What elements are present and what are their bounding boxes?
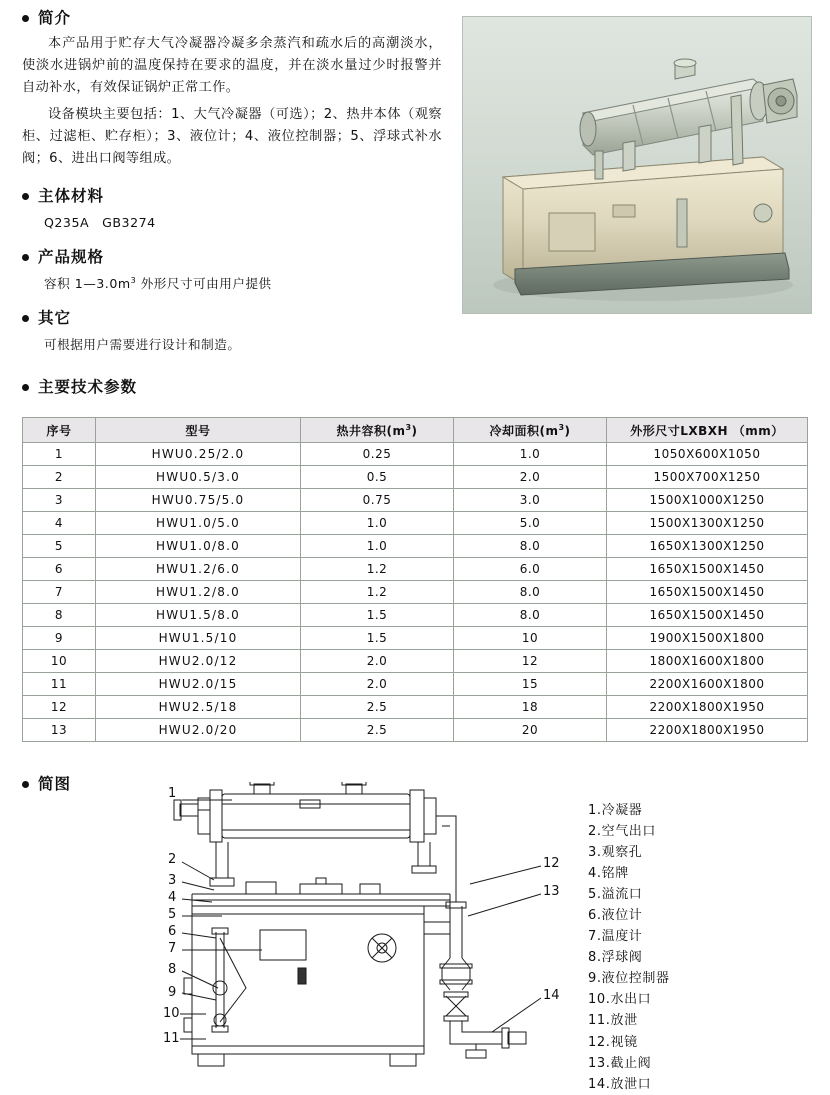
cell-volume: 1.5 [301, 604, 454, 627]
cell-volume: 1.5 [301, 627, 454, 650]
table-row [23, 627, 808, 650]
material-section [22, 188, 442, 231]
cell-area: 18 [454, 696, 607, 719]
intro-column [22, 10, 442, 353]
cell-dims: 1900X1500X1800 [607, 627, 808, 650]
intro-paragraph-1: 本产品用于贮存大气冷凝器冷凝多余蒸汽和疏水后的高潮淡水，使淡水进锅炉前的温度保持在要求的温度，并在淡水量过少时报警并自动补水，有效保证锅炉正常工作。 [22, 36, 442, 95]
cell-area: 12 [454, 650, 607, 673]
section-heading-material [22, 188, 442, 205]
cell-dims: 1500X1000X1250 [607, 489, 808, 512]
cell-volume: 2.5 [301, 719, 454, 742]
callout-2: 2 [168, 852, 177, 867]
cell-dims: 1650X1500X1450 [607, 604, 808, 627]
cell-area: 20 [454, 719, 607, 742]
spec-section [22, 249, 442, 292]
legend-item: 6.液位计 [588, 908, 643, 924]
diagram-legend [588, 800, 798, 1095]
legend-item: 13.截止阀 [588, 1055, 652, 1071]
legend-item: 7.温度计 [588, 929, 643, 945]
other-section [22, 310, 442, 353]
cell-volume: 2.0 [301, 673, 454, 696]
cell-area: 6.0 [454, 558, 607, 581]
table-row [23, 673, 808, 696]
table-row [23, 581, 808, 604]
table-row [23, 535, 808, 558]
callout-1: 1 [168, 786, 177, 801]
callout-4: 4 [168, 890, 177, 905]
spec-value-pre: 容积 1—3.0m [44, 275, 131, 291]
cell-no: 6 [23, 558, 96, 581]
callout-9: 9 [168, 985, 177, 1000]
bullet-dot-icon [22, 384, 29, 391]
cell-area: 8.0 [454, 535, 607, 558]
cell-dims: 2200X1800X1950 [607, 719, 808, 742]
legend-item: 2.空气出口 [588, 824, 657, 840]
section-heading-intro [22, 10, 442, 27]
cell-no: 11 [23, 673, 96, 696]
material-value: Q235A GB3274 [44, 214, 156, 230]
cell-model: HWU0.25/2.0 [96, 443, 301, 466]
cell-volume: 2.5 [301, 696, 454, 719]
cell-dims: 2200X1800X1950 [607, 696, 808, 719]
callout-14: 14 [543, 988, 560, 1003]
cell-volume: 0.5 [301, 466, 454, 489]
callout-5: 5 [168, 907, 177, 922]
table-row [23, 512, 808, 535]
section-heading-params [22, 379, 137, 396]
cell-model: HWU2.0/15 [96, 673, 301, 696]
table-body [23, 443, 808, 742]
table-header-row [23, 418, 808, 443]
cell-dims: 1500X1300X1250 [607, 512, 808, 535]
table-row [23, 696, 808, 719]
section-heading-diagram [22, 776, 71, 793]
legend-item: 8.浮球阀 [588, 950, 643, 966]
material-heading-label: 主体材料 [38, 186, 105, 205]
cell-no: 7 [23, 581, 96, 604]
cell-volume: 1.2 [301, 581, 454, 604]
specification-table [22, 417, 808, 742]
cell-model: HWU1.2/6.0 [96, 558, 301, 581]
callout-3: 3 [168, 873, 177, 888]
diagram-heading-label: 简图 [38, 775, 72, 793]
cell-no: 13 [23, 719, 96, 742]
table-row [23, 558, 808, 581]
cell-volume: 0.25 [301, 443, 454, 466]
spec-value-sup: 3 [130, 275, 137, 285]
cell-model: HWU1.0/5.0 [96, 512, 301, 535]
other-value: 可根据用户需要进行设计和制造。 [44, 336, 241, 352]
cell-dims: 1650X1500X1450 [607, 558, 808, 581]
other-heading-label: 其它 [38, 308, 72, 327]
legend-item: 9.液位控制器 [588, 971, 670, 987]
callout-6: 6 [168, 924, 177, 939]
cell-area: 8.0 [454, 581, 607, 604]
section-heading-other [22, 310, 442, 327]
cell-no: 4 [23, 512, 96, 535]
cell-dims: 1650X1300X1250 [607, 535, 808, 558]
spec-value [44, 273, 442, 292]
cell-model: HWU2.0/12 [96, 650, 301, 673]
bullet-dot-icon [22, 193, 29, 200]
callout-7: 7 [168, 941, 177, 956]
cell-volume: 1.2 [301, 558, 454, 581]
bullet-dot-icon [22, 315, 29, 322]
callout-11: 11 [163, 1031, 180, 1046]
cell-model: HWU0.75/5.0 [96, 489, 301, 512]
cell-volume: 1.0 [301, 512, 454, 535]
legend-item: 12.视镜 [588, 1034, 638, 1050]
cell-model: HWU2.5/18 [96, 696, 301, 719]
table-row [23, 443, 808, 466]
cell-area: 15 [454, 673, 607, 696]
legend-item: 5.溢流口 [588, 887, 643, 903]
cell-area: 5.0 [454, 512, 607, 535]
diagram-svg [150, 782, 580, 1072]
cell-area: 2.0 [454, 466, 607, 489]
cell-model: HWU0.5/3.0 [96, 466, 301, 489]
legend-item: 10.水出口 [588, 992, 652, 1008]
cell-model: HWU2.0/20 [96, 719, 301, 742]
table-head [23, 418, 808, 443]
col-header-area: 冷却面积$(m^3)$ [454, 418, 607, 443]
table-row [23, 719, 808, 742]
cell-no: 9 [23, 627, 96, 650]
cell-area: 10 [454, 627, 607, 650]
cell-area: 1.0 [454, 443, 607, 466]
cell-dims: 1050X600X1050 [607, 443, 808, 466]
legend-item: 14.放泄口 [588, 1076, 652, 1092]
cell-dims: 1500X700X1250 [607, 466, 808, 489]
cell-dims: 2200X1600X1800 [607, 673, 808, 696]
table-row [23, 604, 808, 627]
callout-10: 10 [163, 1006, 180, 1021]
cell-area: 8.0 [454, 604, 607, 627]
table-row [23, 650, 808, 673]
cell-dims: 1650X1500X1450 [607, 581, 808, 604]
cell-no: 1 [23, 443, 96, 466]
bullet-dot-icon [22, 15, 29, 22]
section-heading-spec [22, 249, 442, 266]
col-header-volume: 热井容积$(m^3)$ [301, 418, 454, 443]
table-row [23, 489, 808, 512]
legend-item: 1.冷凝器 [588, 803, 643, 818]
product-photo [462, 16, 812, 314]
legend-item: 3.观察孔 [588, 845, 643, 861]
spec-value-post: 外形尺寸可由用户提供 [136, 275, 272, 291]
cell-volume: 1.0 [301, 535, 454, 558]
cell-model: HWU1.2/8.0 [96, 581, 301, 604]
cell-volume: 0.75 [301, 489, 454, 512]
intro-paragraph-2: 设备模块主要包括：1、大气冷凝器（可选）；2、热井本体（观察柜、过滤柜、贮存柜）；3、液位计；4、液位控制器；5、浮球式补水阀；6、进出口阀等组成。 [22, 107, 442, 166]
callout-13: 13 [543, 884, 560, 899]
cell-no: 3 [23, 489, 96, 512]
cell-no: 5 [23, 535, 96, 558]
bullet-dot-icon [22, 781, 29, 788]
legend-item: 4.铭牌 [588, 866, 629, 882]
col-header-no: 序号 [23, 418, 96, 443]
col-header-model: 型号 [96, 418, 301, 443]
params-heading-label: 主要技术参数 [38, 378, 138, 396]
cell-volume: 2.0 [301, 650, 454, 673]
cell-no: 12 [23, 696, 96, 719]
table-row [23, 466, 808, 489]
intro-heading-label: 简介 [38, 9, 72, 27]
cell-model: HWU1.5/8.0 [96, 604, 301, 627]
cell-area: 3.0 [454, 489, 607, 512]
spec-heading-label: 产品规格 [38, 247, 105, 266]
callout-8: 8 [168, 962, 177, 977]
cell-model: HWU1.0/8.0 [96, 535, 301, 558]
cell-model: HWU1.5/10 [96, 627, 301, 650]
product-photo-image [463, 17, 811, 313]
bullet-dot-icon [22, 254, 29, 261]
cell-no: 8 [23, 604, 96, 627]
legend-item: 11.放泄 [588, 1013, 638, 1029]
cell-no: 10 [23, 650, 96, 673]
equipment-line-diagram [150, 782, 580, 1072]
col-header-dims: 外形尺寸LXBXH （mm） [607, 418, 808, 443]
cell-no: 2 [23, 466, 96, 489]
callout-12: 12 [543, 856, 560, 871]
cell-dims: 1800X1600X1800 [607, 650, 808, 673]
